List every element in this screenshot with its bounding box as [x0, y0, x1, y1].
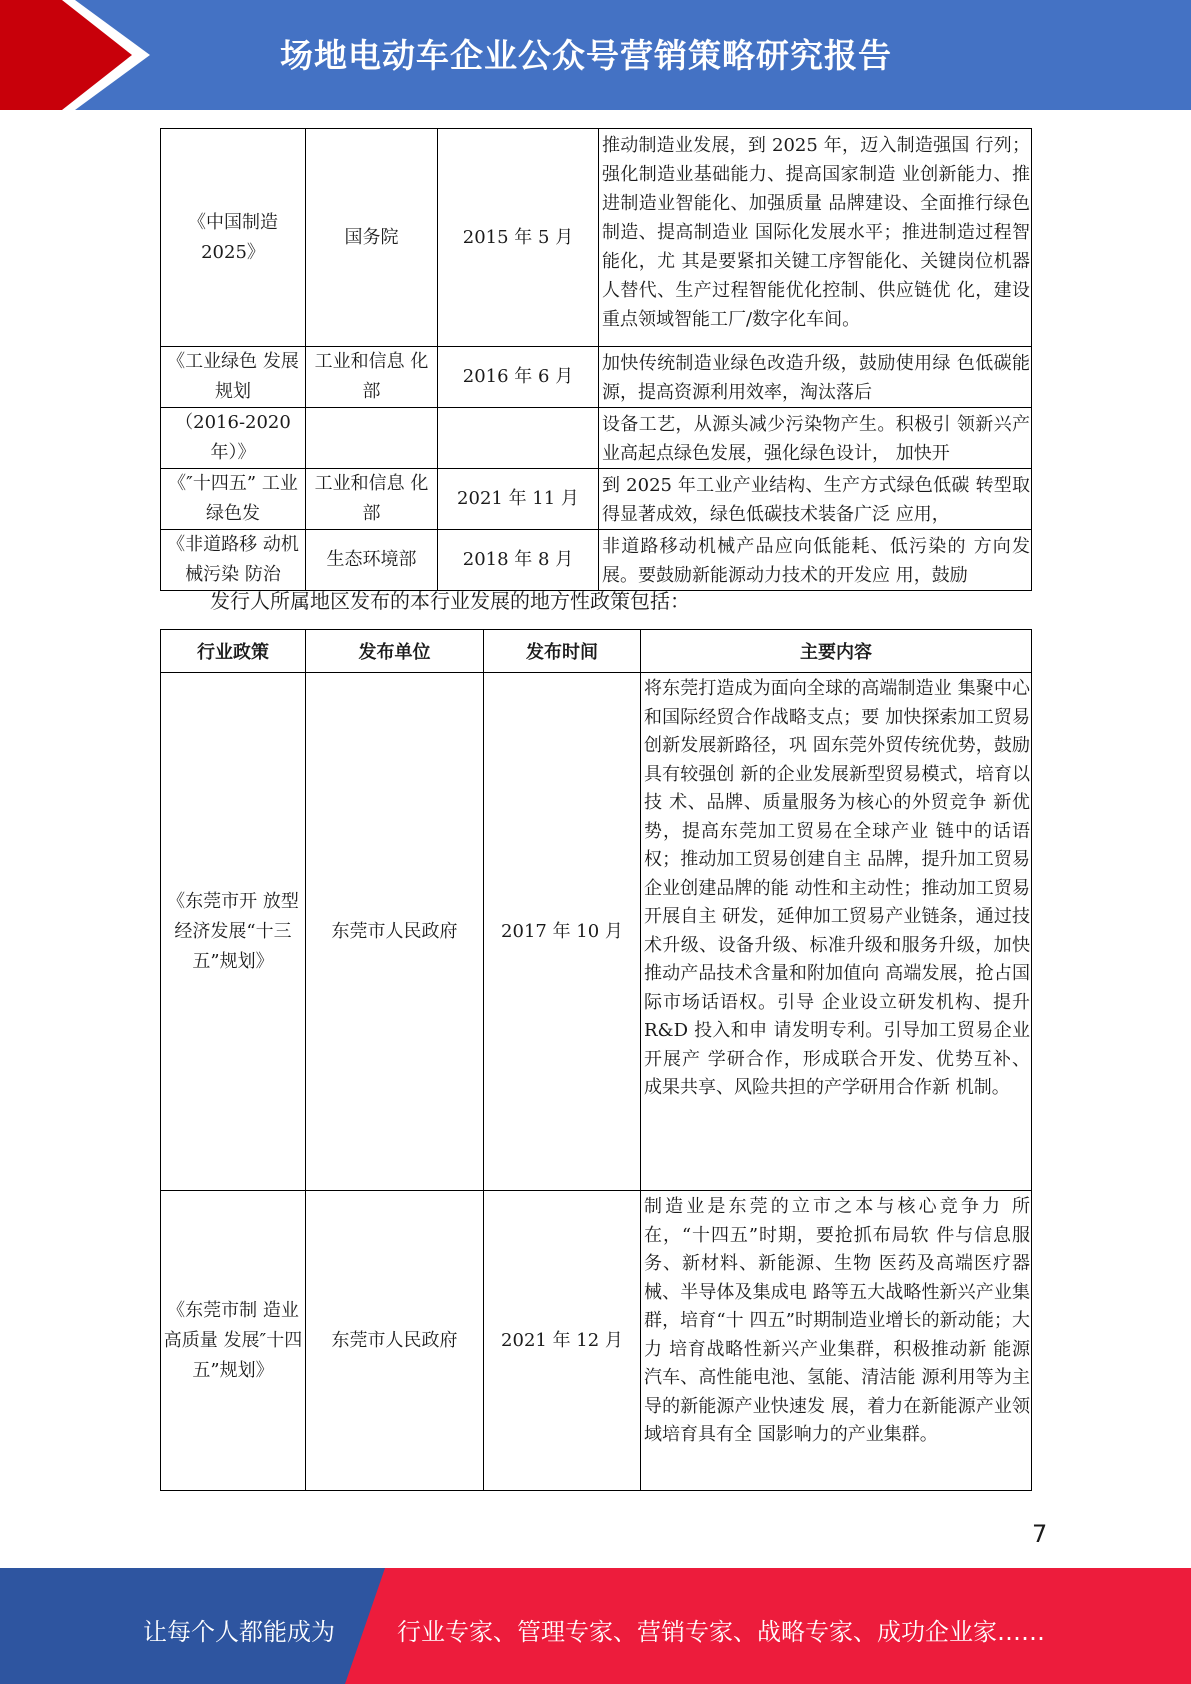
policy-cell: 《非道路移 动机械污染 防治: [161, 530, 306, 591]
header-arrow-decoration: [0, 0, 150, 110]
policy-cell: 《东莞市制 造业高质量 发展″十四 五”规划》: [161, 1191, 306, 1491]
date-cell: 2015 年 5 月: [438, 129, 599, 347]
policy-cell: （2016-2020 年）》: [161, 408, 306, 469]
policy-cell: 《″十四五” 工业绿色发: [161, 469, 306, 530]
table-header-row: [161, 630, 1032, 673]
issuer-cell: 国务院: [306, 129, 438, 347]
date-cell: [438, 408, 599, 469]
header-date: 发布时间: [484, 630, 641, 673]
footer-slogan-right: 行业专家、管理专家、营销专家、战略专家、成功企业家……: [397, 1618, 1045, 1646]
policy-cell: 《中国制造2025》: [161, 129, 306, 347]
content-cell: 非道路移动机械产品应向低能耗、低污染的 方向发展。要鼓励新能源动力技术的开发应 用，鼓励: [599, 530, 1032, 591]
content-cell: 加快传统制造业绿色改造升级，鼓励使用绿 色低碳能源，提高资源利用效率，淘汰落后: [599, 347, 1032, 408]
content-cell: 制造业是东莞的立市之本与核心竞争力 所在，“十四五”时期，要抢抓布局软 件与信息服务、新材料、新能源、生物 医药及高端医疗器械、半导体及集成电 路等五大战略性新兴产业集群，培育“十 四五”时期制造业增长的新动能；大力 培育战略性新兴产业集群，积极推动新 能源汽车、高性能电池、氢能、清洁能 源利用等为主导的新能源产业快速发 展，着力在新能源产业领域培育具有全 国影响力的产业集群。: [641, 1191, 1032, 1491]
issuer-cell: 工业和信息 化部: [306, 469, 438, 530]
page-number: 7: [1032, 1520, 1048, 1548]
page-footer: [0, 1568, 1191, 1684]
date-cell: 2018 年 8 月: [438, 530, 599, 591]
table-row: [161, 673, 1032, 1191]
issuer-cell: 东莞市人民政府: [306, 673, 484, 1191]
issuer-cell: 东莞市人民政府: [306, 1191, 484, 1491]
table-row: [161, 530, 1032, 591]
footer-slogan-left: 让每个人都能成为: [143, 1618, 335, 1646]
header-title: 场地电动车企业公众号营销策略研究报告: [280, 36, 892, 75]
header-policy: 行业政策: [161, 630, 306, 673]
table-row: [161, 1191, 1032, 1491]
content-cell: 设备工艺，从源头减少污染物产生。积极引 领新兴产业高起点绿色发展，强化绿色设计， 加快开: [599, 408, 1032, 469]
table-row: [161, 408, 1032, 469]
table-row: [161, 469, 1032, 530]
header-issuer: 发布单位: [306, 630, 484, 673]
policy-cell: 《东莞市开 放型经济发展“十三 五”规划》: [161, 673, 306, 1191]
date-cell: 2017 年 10 月: [484, 673, 641, 1191]
content-cell: 将东莞打造成为面向全球的高端制造业 集聚中心和国际经贸合作战略支点；要 加快探索加工贸易创新发展新路径，巩 固东莞外贸传统优势，鼓励具有较强创 新的企业发展新型贸易模式，培育以技 术、品牌、质量服务为核心的外贸竞争 新优势，提高东莞加工贸易在全球产业 链中的话语权；推动加工贸易创建自主 品牌，提升加工贸易企业创建品牌的能 动性和主动性；推动加工贸易开展自主 研发，延伸加工贸易产业链条，通过技 术升级、设备升级、标准升级和服务升级，加快推动产品技术含量和附加值向 高端发展，抢占国际市场话语权。引导 企业设立研发机构、提升 R&D 投入和申 请发明专利。引导加工贸易企业开展产 学研合作，形成联合开发、优势互补、 成果共享、风险共担的产学研用合作新 机制。: [641, 673, 1032, 1191]
date-cell: 2021 年 12 月: [484, 1191, 641, 1491]
intro-paragraph: 发行人所属地区发布的本行业发展的地方性政策包括：: [210, 589, 690, 613]
local-policy-table: [160, 629, 1032, 1491]
page-header: [0, 0, 1191, 110]
content-cell: 推动制造业发展，到 2025 年，迈入制造强国 行列；强化制造业基础能力、提高国家制造 业创新能力、推进制造业智能化、加强质量 品牌建设、全面推行绿色制造、提高制造业 国际化发展水平；推进制造过程智能化，尤 其是要紧扣关键工序智能化、关键岗位机器 人替代、生产过程智能优化控制、供应链优 化，建设重点领域智能工厂/数字化车间。: [599, 129, 1032, 347]
issuer-cell: [306, 408, 438, 469]
content-cell: 到 2025 年工业产业结构、生产方式绿色低碳 转型取得显著成效，绿色低碳技术装备广泛 应用，: [599, 469, 1032, 530]
policy-cell: 《工业绿色 发展规划: [161, 347, 306, 408]
date-cell: 2021 年 11 月: [438, 469, 599, 530]
table-row: [161, 129, 1032, 347]
issuer-cell: 生态环境部: [306, 530, 438, 591]
date-cell: 2016 年 6 月: [438, 347, 599, 408]
table-row: [161, 347, 1032, 408]
issuer-cell: 工业和信息 化部: [306, 347, 438, 408]
header-content: 主要内容: [641, 630, 1032, 673]
national-policy-table: [160, 128, 1032, 591]
